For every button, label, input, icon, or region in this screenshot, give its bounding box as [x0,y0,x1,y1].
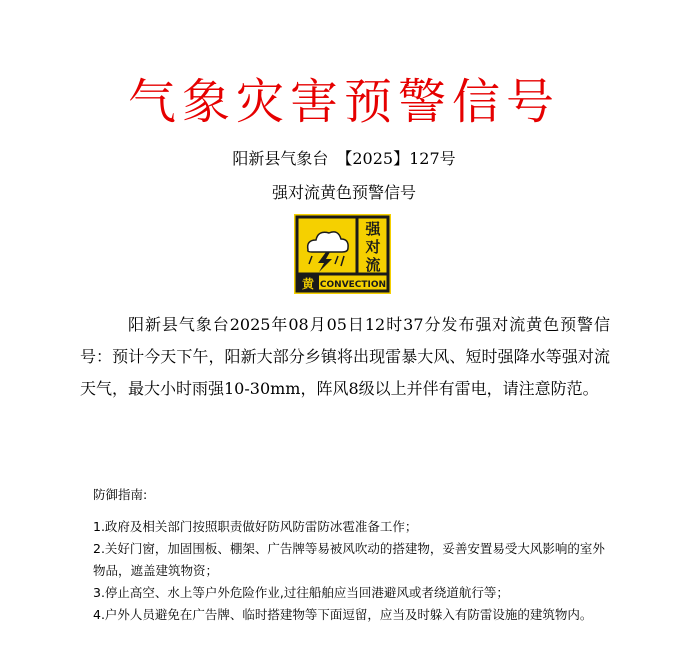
sign-type-char-2: 对 [365,238,381,256]
sign-type-char-1: 强 [365,220,381,238]
sign-type-char-3: 流 [365,256,381,274]
warning-sign-icon [294,214,391,294]
guide-item: 2.关好门窗，加固围板、棚架、广告牌等易被风吹动的搭建物，妥善安置易受大风影响的室外物品，遮盖建筑物资； [93,541,605,578]
guide-title: 防御指南: [93,487,148,502]
sign-english-label: CONVECTION [319,280,387,290]
warning-paragraph: 阳新县气象台2025年08月05日12时37分发布强对流黄色预警信号：预计今天下午，阳新大部分乡镇将出现雷暴大风、短时强降水等强对流天气，最大小时雨强10-30mm，阵风8级以上并伴有雷电，请注意防范。 [80,315,610,398]
signal-name: 强对流黄色预警信号 [271,183,416,202]
document-number: 阳新县气象台 【2025】127号 [232,149,456,168]
main-title: 气象灾害预警信号 [127,74,560,130]
guide-list [93,516,613,626]
guide-item: 4.户外人员避免在广告牌、临时搭建物等下面逗留，应当及时躲入有防雷设施的建筑物内。 [93,607,593,622]
guide-item: 3.停止高空、水上等户外危险作业,过往船舶应当回港避风或者绕道航行等； [93,585,509,600]
guide-item: 1.政府及相关部门按照职责做好防风防雷防冰雹准备工作； [93,519,418,534]
sign-level-label: 黄 [301,277,315,291]
